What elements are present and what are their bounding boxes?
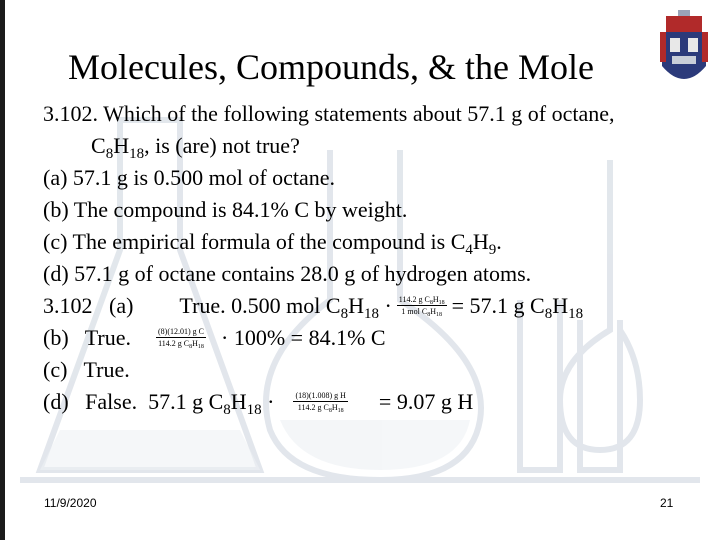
page-number: 21 bbox=[660, 496, 674, 510]
footer-date: 11/9/2020 bbox=[44, 496, 97, 510]
answer-d-fraction: $\frac{\text{(18)(1.008) g H}}{114.2 g C_8H_{18}}$ bbox=[295, 391, 346, 415]
slide-title: Molecules, Compounds, & the Mole bbox=[68, 47, 594, 87]
option-b: (b) The compound is 84.1% C by weight. bbox=[43, 197, 408, 222]
question-line-2: $C_8H_{18}$, is (are) not true? bbox=[91, 133, 300, 162]
left-edge-bar bbox=[0, 0, 5, 540]
answer-a: 3.102 (a) True. 0.500 mol $C_8H_{18}$ · $\frac{114.2 g C_8H_{18}}{1 mol C_8H_{18}}$ = 57.1 g $C_8H_{18}$ bbox=[43, 293, 584, 322]
university-crest-logo bbox=[658, 8, 710, 92]
option-a: (a) 57.1 g is 0.500 mol of octane. bbox=[43, 165, 336, 190]
answer-d: (d) False. 57.1 g $C_8H_{18}$ · $\frac{\text{(18)(1.008) g H}}{114.2 g C_8H_{18}}$ = 9.07 g H bbox=[43, 389, 474, 418]
question-line-1: 3.102. Which of the following statements about 57.1 g of octane, bbox=[43, 101, 615, 126]
answer-b-fraction: $\frac{\text{(8)(12.01) g C}}{114.2 g C_8H_{18}}$ bbox=[158, 327, 205, 351]
slide-body bbox=[43, 98, 703, 418]
option-c: (c) The empirical formula of the compound is $C_4H_9$. bbox=[43, 229, 502, 258]
answer-b: (b) True. $\frac{\text{(8)(12.01) g C}}{114.2 g C_8H_{18}}$ · 100% = 84.1% C bbox=[43, 325, 386, 351]
answer-c: (c) True. bbox=[43, 357, 130, 382]
answer-a-fraction: $\frac{114.2 g C_8H_{18}}{1 mol C_8H_{18}}$ bbox=[398, 295, 445, 319]
option-d: (d) 57.1 g of octane contains 28.0 g of hydrogen atoms. bbox=[43, 261, 532, 286]
